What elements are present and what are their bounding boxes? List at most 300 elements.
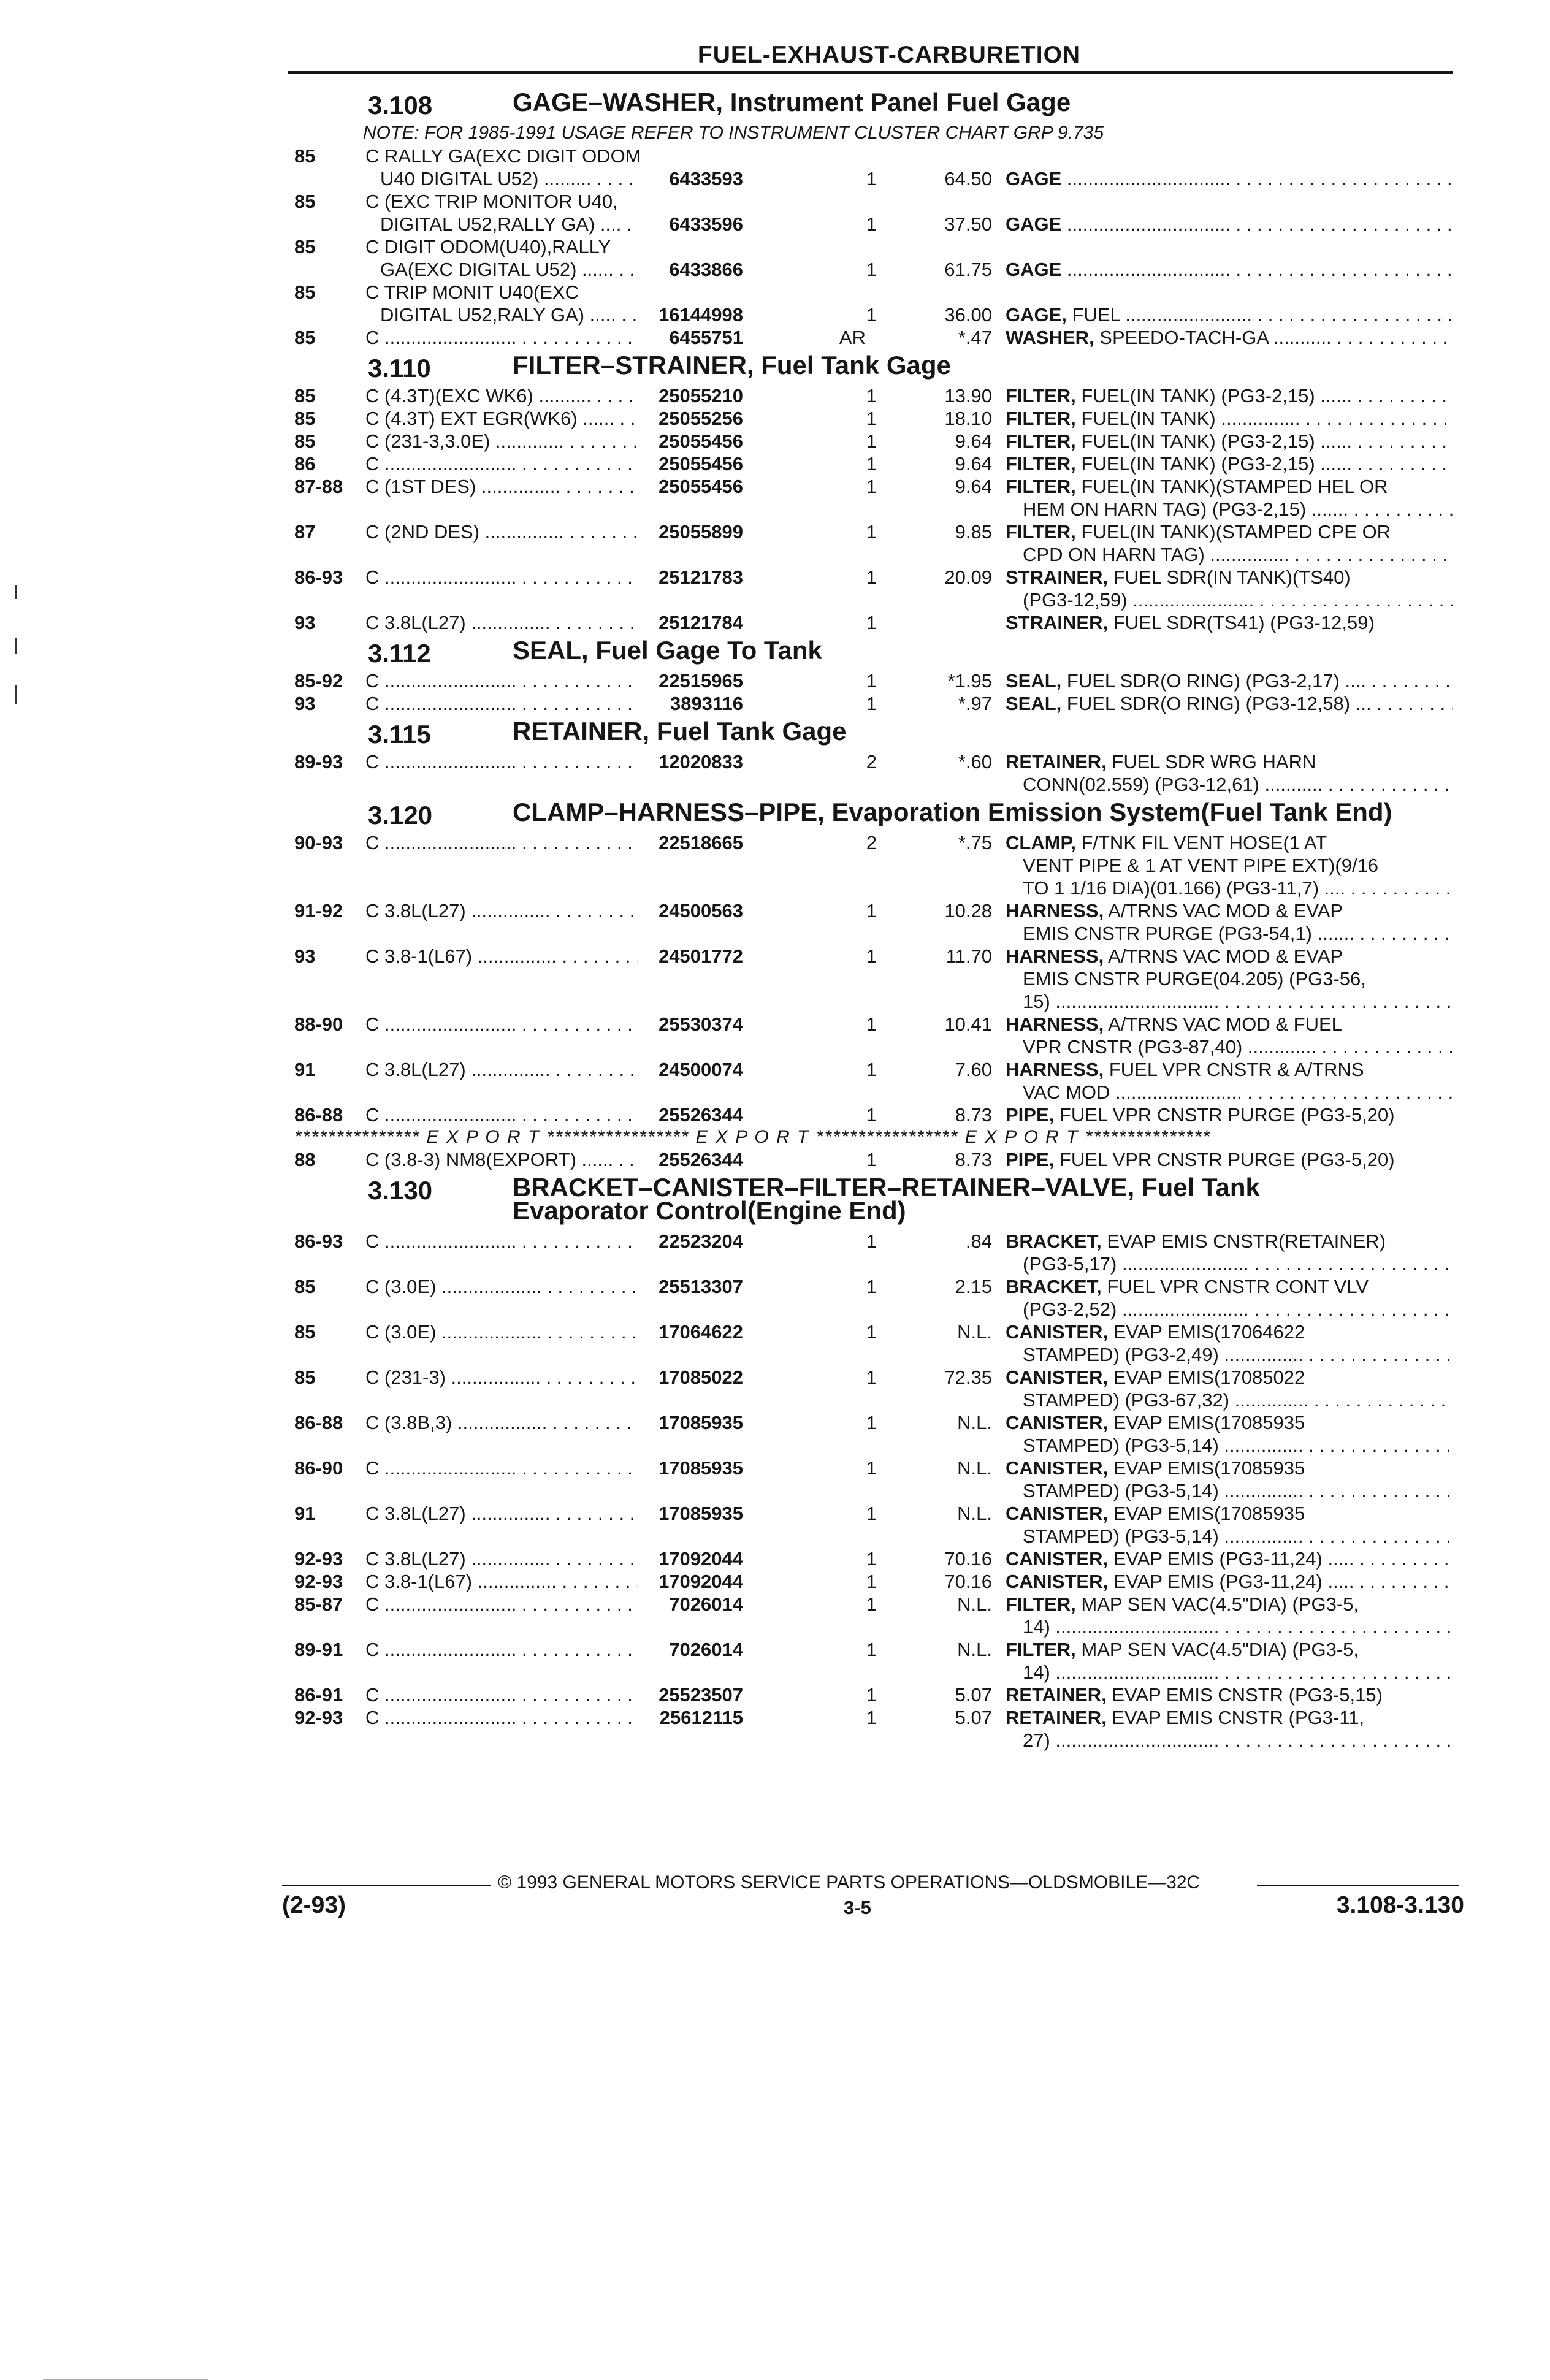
usage-line: C ......................... . . . (365, 1706, 697, 1729)
part-name-line (1006, 452, 1453, 475)
part-name-line (1006, 167, 1453, 190)
part-number: 17092044 (638, 1547, 743, 1570)
usage-line: C ......................... . . . (365, 326, 697, 349)
section-title (513, 1173, 1457, 1225)
usage-line: C ......................... . . . (365, 566, 697, 589)
scan-mark (15, 585, 17, 599)
part-name-line (1006, 1230, 1453, 1253)
usage-line: C ......................... . . . (365, 1638, 697, 1661)
section-title (513, 351, 1457, 380)
price: N.L. (957, 1321, 992, 1343)
part-name-text: EVAP EMIS(17085935 (1108, 1412, 1305, 1433)
part-name-line (1006, 1638, 1453, 1661)
model-year: 88-90 (294, 1013, 343, 1035)
part-name-keyword: CANISTER, (1006, 1321, 1109, 1343)
part-name-text: STAMPED) (PG3-5,14) ............... (1023, 1525, 1304, 1547)
quantity: 1 (866, 1571, 877, 1592)
part-name (1006, 750, 1453, 796)
price: *1.95 (947, 670, 992, 692)
parts-row (294, 669, 1453, 692)
part-name-text: EVAP EMIS (PG3-11,24) ..... (1108, 1548, 1354, 1570)
model-year: 92-93 (294, 1707, 343, 1728)
section-title (513, 636, 1457, 665)
price: 5.07 (955, 1684, 992, 1706)
part-name (1006, 611, 1453, 634)
section-title-line: Evaporator Control(Engine End) (513, 1196, 906, 1225)
parts-row (294, 430, 1453, 452)
part-number: 22523204 (638, 1230, 743, 1253)
model-year: 85 (294, 191, 316, 212)
part-name-text: 15) ............................... (1023, 991, 1220, 1012)
usage-line: C 3.8L(L27) ............... . . . (365, 899, 697, 922)
usage-line: C 3.8-1(L67) ............... . . . (365, 945, 697, 967)
part-number: 25612115 (638, 1706, 743, 1729)
part-name-line (1006, 1321, 1453, 1343)
part-name-keyword: HARNESS, (1006, 900, 1104, 921)
footer-rule-left (282, 1885, 491, 1886)
part-number: 25121783 (638, 566, 743, 589)
part-name-line (1006, 1684, 1453, 1706)
part-name-line (1006, 1081, 1453, 1104)
part-name-line (1006, 692, 1453, 715)
quantity: 1 (866, 1593, 877, 1615)
quantity: 1 (866, 521, 877, 543)
part-name-text: FUEL(IN TANK)(STAMPED CPE OR (1075, 521, 1391, 543)
part-name (1006, 1411, 1453, 1457)
part-number: 25526344 (638, 1104, 743, 1126)
part-name (1006, 521, 1453, 566)
section-number: 3.130 (368, 1176, 433, 1205)
model-year: 85 (294, 1367, 316, 1388)
part-name-text: EMIS CNSTR PURGE (PG3-54,1) ....... (1023, 923, 1354, 944)
model-year: 85 (294, 430, 316, 452)
part-name-text: SPEEDO-TACH-GA ........... (1094, 327, 1332, 348)
part-number: 7026014 (638, 1593, 743, 1615)
part-name-text: (PG3-12,59) ....................... (1023, 589, 1254, 611)
part-name (1006, 1275, 1453, 1321)
quantity: 1 (866, 1707, 877, 1728)
parts-row (294, 1457, 1453, 1502)
usage-line: C (EXC TRIP MONITOR U40, (365, 191, 618, 212)
usage-line: C TRIP MONIT U40(EXC (365, 281, 579, 303)
part-name-keyword: HARNESS, (1006, 1059, 1104, 1080)
part-number: 17085935 (638, 1411, 743, 1434)
quantity: 1 (866, 1059, 877, 1080)
footer-section-range: 3.108-3.130 (1336, 1892, 1464, 1918)
page-title: FUEL-EXHAUST-CARBURETION (697, 42, 1081, 68)
part-name-line (1006, 1298, 1453, 1321)
section-number: 3.112 (368, 639, 431, 668)
usage-line: C ......................... . . . (365, 1457, 697, 1479)
parts-row (294, 1547, 1453, 1570)
part-name-keyword: CANISTER, (1006, 1503, 1109, 1524)
model-year: 85 (294, 236, 316, 257)
part-name-text: TO 1 1/16 DIA)(01.166) (PG3-11,7) .... (1023, 877, 1346, 899)
quantity: 1 (866, 693, 877, 714)
part-name-line (1006, 1366, 1453, 1389)
usage-line: C (4.3T)(EXC WK6) .......... . . . (365, 384, 697, 407)
quantity: 1 (866, 1276, 877, 1297)
price: *.75 (958, 832, 992, 853)
part-name (1006, 566, 1453, 611)
price: 9.64 (955, 476, 992, 497)
parts-row (294, 1593, 1453, 1638)
quantity: 1 (866, 1367, 877, 1388)
footer-date: (2-93) (282, 1892, 346, 1918)
parts-row (294, 692, 1453, 715)
part-name-line (1006, 1411, 1453, 1434)
part-number: 25055456 (638, 475, 743, 498)
part-number: 25121784 (638, 611, 743, 634)
part-name (1006, 430, 1453, 452)
part-name-line (1006, 990, 1453, 1013)
usage-line: C ......................... . . . (365, 1684, 697, 1706)
parts-row (294, 1570, 1453, 1593)
part-name-line (1006, 384, 1453, 407)
model-year: 85 (294, 408, 316, 429)
part-name-keyword: GAGE (1006, 168, 1062, 189)
part-name-line (1006, 303, 1453, 326)
part-name (1006, 326, 1453, 349)
price: 10.28 (944, 900, 992, 921)
part-name-text: FUEL VPR CNSTR PURGE (PG3-5,20) (1054, 1104, 1395, 1126)
part-name (1006, 258, 1453, 281)
model-year: 89-93 (294, 751, 343, 772)
part-number: 3893116 (638, 692, 743, 715)
title-rule (288, 71, 1453, 74)
price: 9.64 (955, 430, 992, 452)
model-year: 86 (294, 453, 316, 475)
parts-row (294, 1706, 1453, 1752)
part-name (1006, 1230, 1453, 1275)
part-name-text: ............................... (1061, 213, 1231, 235)
parts-row (294, 521, 1453, 566)
model-year: 90-93 (294, 832, 343, 853)
parts-row (294, 1684, 1453, 1706)
part-name-line (1006, 611, 1453, 634)
part-name-keyword: PIPE, (1006, 1149, 1055, 1170)
part-number: 25055256 (638, 407, 743, 430)
model-year: 85-92 (294, 670, 343, 692)
part-name-text: 27) ............................... (1023, 1730, 1220, 1751)
usage-line: C (231-3) ................. . . . (365, 1366, 697, 1389)
parts-row (294, 475, 1453, 521)
part-name-line (1006, 498, 1453, 521)
model-year: 86-91 (294, 1684, 343, 1706)
part-name-keyword: GAGE, (1006, 304, 1067, 326)
part-name (1006, 1547, 1453, 1570)
part-name-line (1006, 1615, 1453, 1638)
part-name (1006, 1104, 1453, 1126)
part-name-text: STAMPED) (PG3-5,14) ............... (1023, 1435, 1304, 1456)
part-name-line (1006, 967, 1453, 990)
part-number: 25530374 (638, 1013, 743, 1036)
part-name-text: FUEL SDR(IN TANK)(TS40) (1108, 566, 1351, 588)
part-name-text: ............................... (1061, 259, 1231, 280)
part-name-line (1006, 1148, 1453, 1171)
quantity: 1 (866, 1412, 877, 1433)
part-name-line (1006, 1275, 1453, 1298)
part-name-keyword: CANISTER, (1006, 1457, 1109, 1479)
part-name-text: FUEL VPR CNSTR CONT VLV (1101, 1276, 1369, 1297)
price: N.L. (957, 1593, 992, 1615)
part-name-line (1006, 1479, 1453, 1502)
price: 64.50 (944, 168, 992, 189)
section-heading (294, 349, 1453, 384)
price: 20.09 (944, 566, 992, 588)
model-year: 85 (294, 1321, 316, 1343)
part-name-text: EVAP EMIS(17064622 (1108, 1321, 1305, 1343)
part-name-keyword: GAGE (1006, 213, 1062, 235)
part-number: 25055899 (638, 521, 743, 543)
part-name-text: EVAP EMIS(17085935 (1108, 1503, 1305, 1524)
price: 70.16 (944, 1571, 992, 1592)
footer-copyright: © 1993 GENERAL MOTORS SERVICE PARTS OPERATIONS—OLDSMOBILE—32C (498, 1872, 1201, 1893)
usage-line: C (3.8-3) NM8(EXPORT) ...... . . . (365, 1148, 697, 1171)
part-name-line (1006, 589, 1453, 611)
usage-line: C ......................... . . . (365, 831, 697, 854)
model-year: 86-93 (294, 1230, 343, 1252)
part-name (1006, 1502, 1453, 1547)
parts-row (294, 190, 1453, 235)
model-year: 93 (294, 945, 316, 967)
usage-line: C ......................... . . . (365, 750, 697, 773)
part-name-line (1006, 922, 1453, 945)
part-name-line (1006, 945, 1453, 967)
usage-line: GA(EXC DIGITAL U52) ...... . . . (365, 258, 697, 281)
part-name-line (1006, 475, 1453, 498)
price: 18.10 (944, 408, 992, 429)
part-name-text: EVAP EMIS(17085935 (1108, 1457, 1305, 1479)
section-number: 3.120 (368, 801, 433, 830)
part-name-text: A/TRNS VAC MOD & FUEL (1104, 1013, 1342, 1035)
quantity: 1 (866, 213, 877, 235)
price: 36.00 (944, 304, 992, 326)
model-year: 93 (294, 693, 316, 714)
part-name-line (1006, 258, 1453, 281)
model-year: 91-92 (294, 900, 343, 921)
quantity: 1 (866, 612, 877, 633)
part-name-line (1006, 854, 1453, 877)
parts-row (294, 235, 1453, 281)
parts-row (294, 1638, 1453, 1684)
parts-row (294, 326, 1453, 349)
part-name-text: STAMPED) (PG3-5,14) ............... (1023, 1480, 1304, 1501)
parts-row (294, 945, 1453, 1013)
part-number: 17085935 (638, 1457, 743, 1479)
quantity: 1 (866, 1503, 877, 1524)
part-number: 6433593 (638, 167, 743, 190)
part-name-text: 14) ............................... (1023, 1661, 1220, 1683)
scan-mark (15, 685, 17, 704)
quantity: 1 (866, 1548, 877, 1570)
parts-row (294, 1058, 1453, 1104)
quantity: 1 (866, 453, 877, 475)
part-name (1006, 407, 1453, 430)
part-name-text: FUEL VPR CNSTR PURGE (PG3-5,20) (1054, 1149, 1395, 1170)
part-name-line (1006, 1457, 1453, 1479)
section-heading (294, 796, 1453, 831)
part-name-text: STAMPED) (PG3-67,32) .............. (1023, 1389, 1309, 1411)
part-name-keyword: WASHER, (1006, 327, 1094, 348)
part-name-text: (PG3-2,52) ........................ (1023, 1299, 1249, 1320)
parts-row (294, 1275, 1453, 1321)
part-name (1006, 1706, 1453, 1752)
part-name-text: CPD ON HARN TAG) ............... (1023, 544, 1289, 565)
part-name (1006, 1366, 1453, 1411)
usage-line: C ......................... . . . (365, 1104, 697, 1126)
part-name-text: FUEL SDR(TS41) (PG3-12,59) (1108, 612, 1375, 633)
part-name-line (1006, 1058, 1453, 1081)
part-name-line (1006, 407, 1453, 430)
part-number: 17085935 (638, 1502, 743, 1525)
part-name-text: CONN(02.559) (PG3-12,61) ........... (1023, 774, 1323, 795)
section-title-line: FILTER–STRAINER, Fuel Tank Gage (513, 351, 951, 380)
part-name (1006, 452, 1453, 475)
part-name (1006, 692, 1453, 715)
section-heading (294, 86, 1453, 121)
quantity: 1 (866, 385, 877, 406)
part-name-line (1006, 1570, 1453, 1593)
part-name-keyword: FILTER, (1006, 453, 1076, 475)
section-title-line: BRACKET–CANISTER–FILTER–RETAINER–VALVE, Fuel Tank (513, 1173, 1260, 1202)
footer-rule-right (1257, 1885, 1459, 1886)
quantity: 1 (866, 1684, 877, 1706)
section-title-line: RETAINER, Fuel Tank Gage (513, 717, 847, 746)
price: 9.85 (955, 521, 992, 543)
part-number: 22515965 (638, 669, 743, 692)
model-year: 86-88 (294, 1104, 343, 1126)
part-name-keyword: HARNESS, (1006, 945, 1104, 967)
part-number: 17085022 (638, 1366, 743, 1389)
part-name (1006, 303, 1453, 326)
part-name-line (1006, 1389, 1453, 1411)
part-number: 7026014 (638, 1638, 743, 1661)
parts-row (294, 407, 1453, 430)
part-name-line (1006, 831, 1453, 854)
part-name-text: EVAP EMIS (PG3-11,24) ..... (1108, 1571, 1354, 1592)
part-name-keyword: CANISTER, (1006, 1548, 1109, 1570)
model-year: 85-87 (294, 1593, 343, 1615)
quantity: 1 (866, 1013, 877, 1035)
quantity: 1 (866, 670, 877, 692)
part-name-text: FUEL(IN TANK)(STAMPED HEL OR (1075, 476, 1388, 497)
model-year: 87-88 (294, 476, 343, 497)
usage-line: DIGITAL U52,RALLY GA) .... . . . (365, 213, 697, 235)
part-name-line (1006, 1036, 1453, 1058)
parts-row (294, 1411, 1453, 1457)
price: *.60 (958, 751, 992, 772)
part-name-line (1006, 1525, 1453, 1547)
section-number: 3.115 (368, 720, 431, 749)
usage-line: C (3.0E) ................... . . . (365, 1275, 697, 1298)
part-name-keyword: STRAINER, (1006, 566, 1109, 588)
usage-line: C 3.8L(L27) ............... . . . (365, 1502, 697, 1525)
part-name-line (1006, 326, 1453, 349)
quantity: 1 (866, 1230, 877, 1252)
parts-row (294, 831, 1453, 899)
part-name-line (1006, 1593, 1453, 1615)
part-name-line (1006, 543, 1453, 566)
part-name-line (1006, 1253, 1453, 1275)
quantity: 2 (866, 832, 877, 853)
parts-row (294, 1321, 1453, 1366)
model-year: 89-91 (294, 1639, 343, 1660)
scan-mark (15, 638, 17, 654)
part-number: 25055456 (638, 452, 743, 475)
part-name-text: STAMPED) (PG3-2,49) ............... (1023, 1344, 1304, 1365)
part-name (1006, 831, 1453, 899)
part-name (1006, 1148, 1453, 1171)
section-title-line: SEAL, Fuel Gage To Tank (513, 636, 822, 665)
section-title (513, 88, 1457, 116)
part-number: 16144998 (638, 303, 743, 326)
part-name-text: FUEL SDR(O RING) (PG3-2,17) .... (1061, 670, 1366, 692)
part-name-keyword: STRAINER, (1006, 612, 1109, 633)
parts-row (294, 145, 1453, 190)
parts-row (294, 452, 1453, 475)
part-number: 6433596 (638, 213, 743, 235)
part-name-text: VAC MOD ........................ (1023, 1081, 1242, 1103)
model-year: 91 (294, 1059, 316, 1080)
usage-line: C ......................... . . . (365, 669, 697, 692)
part-name-text: EVAP EMIS CNSTR(RETAINER) (1101, 1230, 1386, 1252)
section-note: NOTE: FOR 1985-1991 USAGE REFER TO INSTRUMENT CLUSTER CHART GRP 9.735 (363, 123, 1104, 143)
part-name-line (1006, 773, 1453, 796)
model-year: 85 (294, 385, 316, 406)
part-name-keyword: PIPE, (1006, 1104, 1055, 1126)
part-name-line (1006, 1104, 1453, 1126)
part-name (1006, 475, 1453, 521)
model-year: 85 (294, 1276, 316, 1297)
price: *.97 (958, 693, 992, 714)
part-name (1006, 167, 1453, 190)
part-name-keyword: GAGE (1006, 259, 1062, 280)
part-name-text: MAP SEN VAC(4.5"DIA) (PG3-5, (1075, 1639, 1359, 1660)
part-name-keyword: FILTER, (1006, 408, 1076, 429)
quantity: 1 (866, 430, 877, 452)
part-name-keyword: FILTER, (1006, 1593, 1076, 1615)
quantity: 1 (866, 945, 877, 967)
part-name (1006, 1457, 1453, 1502)
model-year: 86-90 (294, 1457, 343, 1479)
usage-line: C DIGIT ODOM(U40),RALLY (365, 236, 611, 257)
quantity: AR (839, 327, 866, 348)
section-title (513, 717, 1457, 746)
quantity: 1 (866, 1104, 877, 1126)
part-name-keyword: BRACKET, (1006, 1230, 1102, 1252)
price: .84 (965, 1230, 992, 1252)
price: 8.73 (955, 1104, 992, 1126)
model-year: 87 (294, 521, 316, 543)
part-name-keyword: CANISTER, (1006, 1571, 1109, 1592)
parts-row (294, 281, 1453, 326)
part-name-text: FUEL SDR WRG HARN (1106, 751, 1316, 772)
part-number: 17064622 (638, 1321, 743, 1343)
usage-line: C ......................... . . . (365, 1230, 697, 1253)
price: 8.73 (955, 1149, 992, 1170)
part-name-keyword: HARNESS, (1006, 1013, 1104, 1035)
parts-row (294, 384, 1453, 407)
model-year: 85 (294, 145, 316, 167)
quantity: 2 (866, 751, 877, 772)
price: 70.16 (944, 1548, 992, 1570)
section-title-line: CLAMP–HARNESS–PIPE, Evaporation Emission System(Fuel Tank End) (513, 798, 1392, 826)
usage-line: C ......................... . . . (365, 692, 697, 715)
part-name (1006, 1013, 1453, 1058)
part-name-keyword: FILTER, (1006, 430, 1076, 452)
part-name (1006, 213, 1453, 235)
